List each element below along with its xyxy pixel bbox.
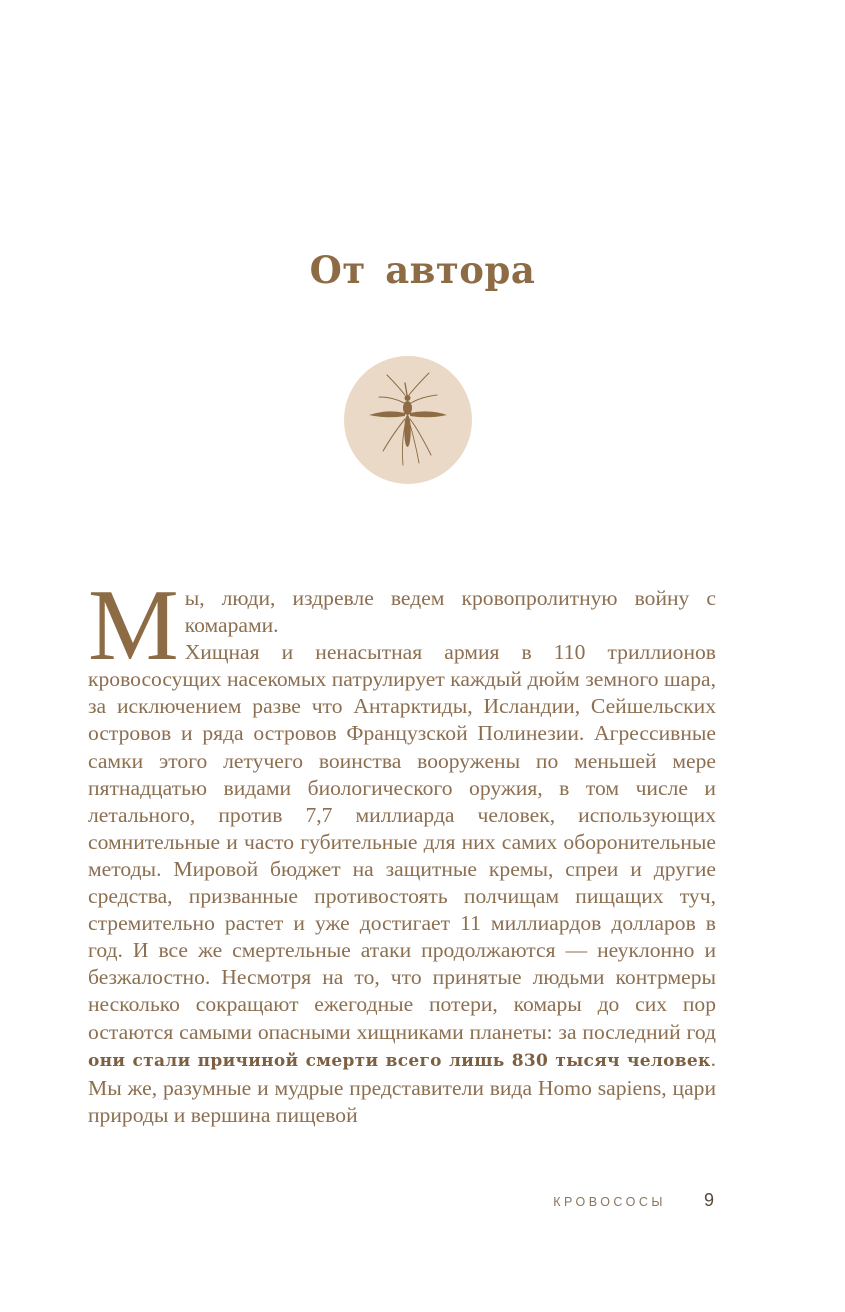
paragraph-1-text: ы, люди, издревле ведем кровопролитную войну с комарами. [184, 586, 716, 638]
page-footer [553, 1190, 714, 1211]
mosquito-icon [343, 355, 473, 485]
paragraph-2-text-end: . Мы же, разумные и мудрые представители вида Homo sapiens, цари природы и вершина пищевой [88, 1046, 716, 1127]
chapter-title: От автора [309, 248, 536, 292]
mosquito-emblem [343, 355, 473, 485]
running-footer-title: КРОВОСОСЫ [553, 1195, 666, 1209]
body-text [88, 569, 716, 1129]
paragraph-1 [88, 569, 716, 682]
paragraph-2-bold-text: они стали причиной смерти всего лишь 830 тысяч человек [88, 1050, 711, 1071]
page-number: 9 [703, 1190, 714, 1210]
paragraph-2 [88, 639, 716, 1129]
drop-cap: М [88, 569, 179, 682]
paragraph-2-text-start: Хищная и ненасытная армия в 110 триллионов кровососущих насекомых патрулирует каждый дюйм земного шара, за исключением разве что Антарктиды, Исландии, Сейшельских островов и ряда островов Французской Полинезии. Агрессивные самки этого летучего воинства вооружены по меньшей мере пятнадцатью видами биологического оружия, в том числе и летального, против 7,7 миллиарда человек, использующих сомнительные и часто губительные для них самих оборонительные методы. Мировой бюджет на защитные кремы, спреи и другие средства, призванные противостоять полчищам пищащих туч, стремительно растет и уже достигает 11 миллиардов долларов в год. И все же смертельные атаки продолжаются — неуклонно и безжалостно. Несмотря на то, что принятые людьми контрмеры несколько сокращают ежегодные потери, комары до сих пор остаются самыми опасными хищниками планеты: за последний год [88, 640, 716, 1044]
